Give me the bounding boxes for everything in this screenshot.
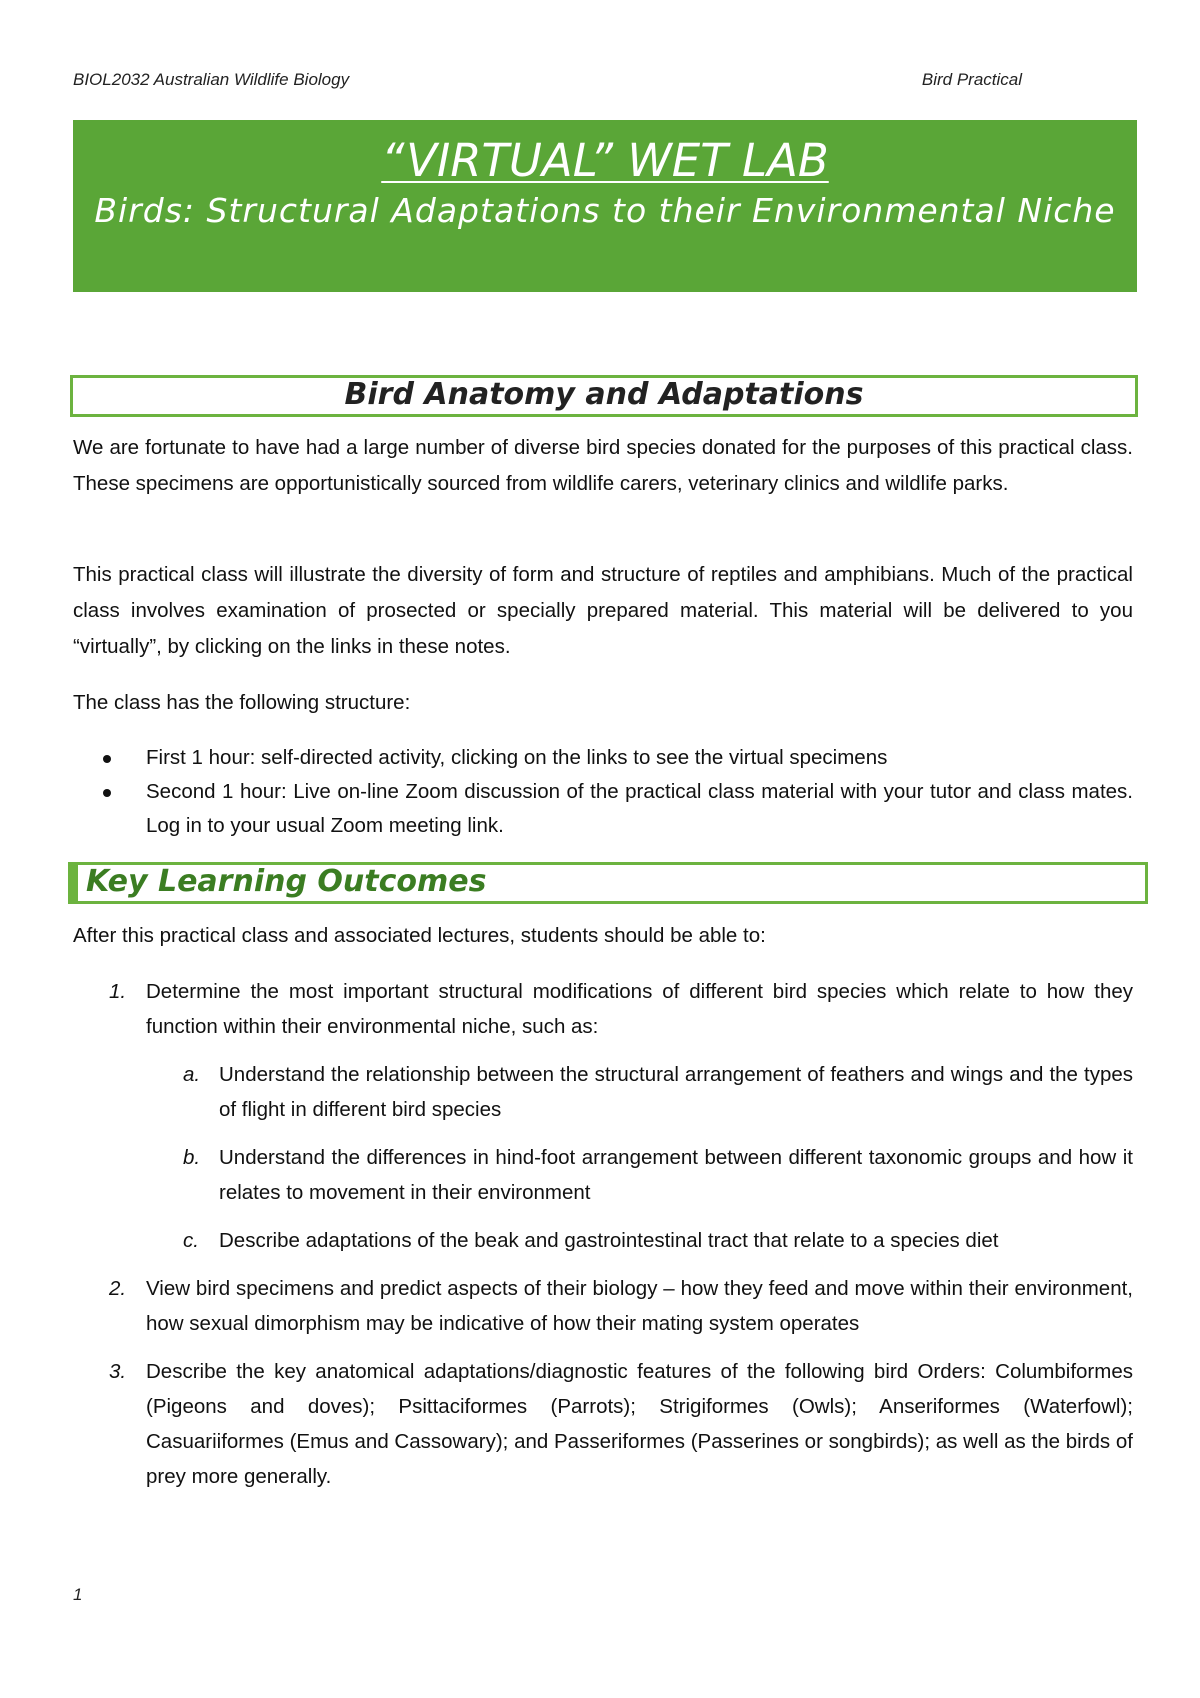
- document-title: “VIRTUAL” WET LAB: [381, 134, 829, 187]
- document-type: Bird Practical: [921, 70, 1022, 89]
- section-heading-outcomes: Key Learning Outcomes: [68, 862, 1148, 904]
- outcomes-list: [73, 974, 1133, 1507]
- list-item: [73, 741, 1133, 775]
- sub-item: [73, 1057, 1133, 1127]
- page-header: [73, 70, 1022, 90]
- title-banner: [73, 120, 1137, 292]
- bullet-icon: [103, 789, 111, 797]
- paragraph: After this practical class and associated lectures, students should be able to:: [73, 924, 766, 947]
- list-marker: c.: [183, 1229, 199, 1252]
- sub-item-text: Describe adaptations of the beak and gastrointestinal tract that relate to a species diet: [219, 1229, 999, 1252]
- sub-item: [73, 1140, 1133, 1210]
- sub-list: [146, 1057, 1133, 1258]
- outcome-text: Determine the most important structural modifications of different bird species which relate to how they function within their environmental niche, such as:: [146, 980, 1133, 1038]
- sub-item: [73, 1223, 1133, 1258]
- bullet-icon: [103, 755, 111, 763]
- paragraph: This practical class will illustrate the diversity of form and structure of reptiles and amphibians. Much of the practical class involves examination of prosected or specially prepared material. This material will be delivered to you “virtually”, by clicking on the links in these notes.: [73, 563, 1133, 658]
- outcome-item: [73, 1271, 1133, 1341]
- page-number: 1: [73, 1585, 83, 1604]
- list-item: [73, 775, 1133, 843]
- structure-paragraph: [73, 685, 1133, 721]
- list-marker: 1.: [109, 980, 127, 1003]
- structure-list: [73, 741, 1133, 843]
- description-paragraph: [73, 557, 1133, 665]
- list-marker: b.: [183, 1146, 201, 1169]
- list-marker: a.: [183, 1063, 201, 1086]
- outcome-item: [73, 1354, 1133, 1494]
- section-heading-anatomy: Bird Anatomy and Adaptations: [70, 375, 1138, 417]
- sub-item-text: Understand the differences in hind-foot arrangement between different taxonomic groups and how it relates to movement in their environment: [219, 1146, 1133, 1204]
- list-item-text: Second 1 hour: Live on-line Zoom discussion of the practical class material with your tutor and class mates. Log in to your usual Zoom meeting link.: [146, 780, 1133, 837]
- paragraph: We are fortunate to have had a large number of diverse bird species donated for the purposes of this practical class. These specimens are opportunistically sourced from wildlife carers, veterinary clinics and wildlife parks.: [73, 436, 1133, 495]
- list-marker: 3.: [109, 1360, 127, 1383]
- list-marker: 2.: [109, 1277, 127, 1300]
- list-item-text: First 1 hour: self-directed activity, clicking on the links to see the virtual specimens: [146, 746, 888, 769]
- outcomes-intro: [73, 918, 1133, 954]
- outcome-item: [73, 974, 1133, 1258]
- outcome-text: View bird specimens and predict aspects of their biology – how they feed and move within their environment, how sexual dimorphism may be indicative of how their mating system operates: [146, 1277, 1133, 1335]
- paragraph: The class has the following structure:: [73, 691, 411, 714]
- intro-paragraph: [73, 430, 1133, 502]
- outcome-text: Describe the key anatomical adaptations/diagnostic features of the following bird Orders: Columbiformes (Pigeons and doves); Psittaciformes (Parrots); Strigiformes (Owls); Anseriformes (Waterfowl); Casuariiformes (Emus and Cassowary); and Passeriformes (Passerines or songbirds); as well as the birds of prey more generally.: [146, 1360, 1133, 1488]
- document-subtitle: Birds: Structural Adaptations to their Environmental Niche: [94, 191, 1116, 230]
- sub-item-text: Understand the relationship between the structural arrangement of feathers and wings and the types of flight in different bird species: [219, 1063, 1133, 1121]
- course-title: BIOL2032 Australian Wildlife Biology: [73, 70, 350, 89]
